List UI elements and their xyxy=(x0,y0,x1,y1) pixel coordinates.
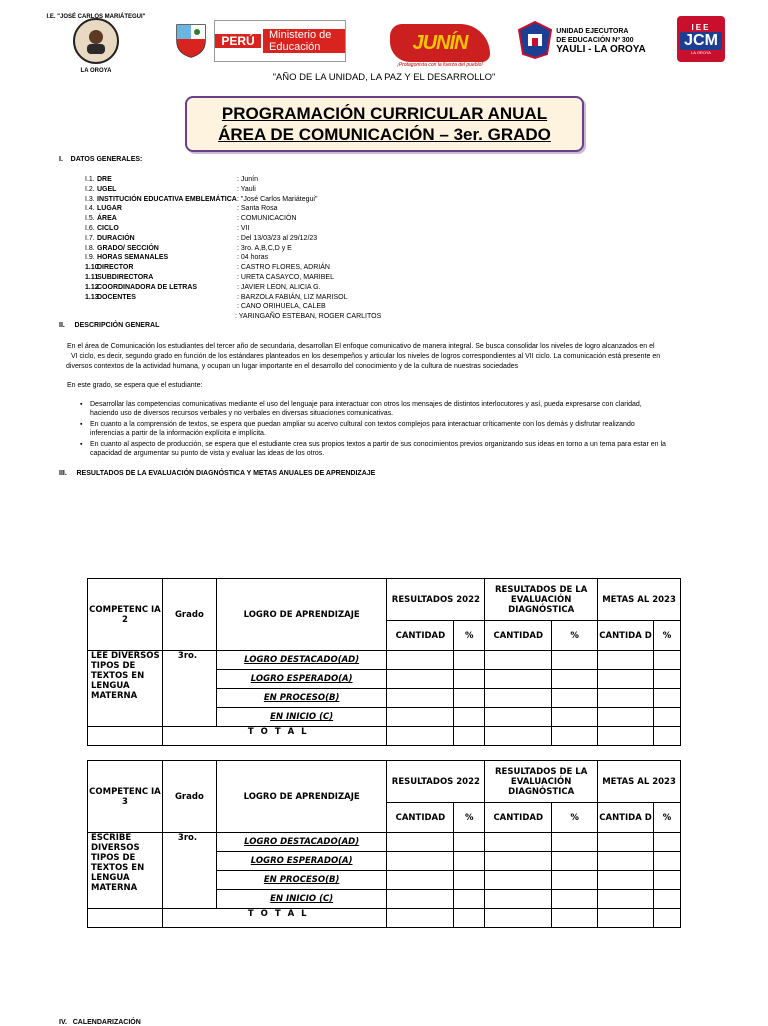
datos-item-value: : 3ro. A,B,C,D y E xyxy=(237,244,292,252)
percent-header: % xyxy=(654,621,681,651)
datos-item-number: I.5. xyxy=(85,215,95,223)
level-b: EN PROCESO(B) xyxy=(216,871,387,890)
competencia-3-table xyxy=(87,760,681,928)
datos-item-value: : VII xyxy=(237,225,250,232)
datos-docente-extra: : YARINGAÑO ESTEBAN, ROGER CARLITOS xyxy=(235,313,382,321)
percent-header: % xyxy=(552,803,598,833)
level-a: LOGRO ESPERADO(A) xyxy=(216,852,387,871)
cantidad-header: CANTIDAD xyxy=(485,803,552,833)
datos-item-value: : Junín xyxy=(237,176,259,183)
bullet-marker-icon: ▪ xyxy=(80,421,83,428)
minedu-logo xyxy=(214,20,346,62)
datos-item-value: : Yauli xyxy=(237,185,256,193)
bullet-1-line-1: Desarrollar las competencias comunicativas mediante el uso del lenguaje para interactuar con otros los mensajes de distintos interlocutores y así, pueda expresarse con claridad, xyxy=(90,401,642,408)
datos-item-number: I.8. xyxy=(85,244,95,252)
level-c: EN INICIO (C) xyxy=(216,890,387,909)
junin-logo xyxy=(388,20,492,66)
ugel-line-1: UNIDAD EJECUTORA xyxy=(556,27,629,35)
cantidad-metas-header: CANTIDA D xyxy=(598,803,654,833)
diagnostica-header: RESULTADOS DE LA EVALUACIÓN DIAGNÓSTICA xyxy=(485,761,598,803)
grado-header: Grado xyxy=(162,761,216,833)
datos-item-number: I.6. xyxy=(85,225,95,232)
percent-header: % xyxy=(654,803,681,833)
competencia-name: ESCRIBE DIVERSOS TIPOS DE TEXTOS EN LENGUA MATERNA xyxy=(88,833,163,909)
grade-value: 3ro. xyxy=(162,833,216,909)
bullet-3-line-1: En cuanto al aspecto de producción, se espera que el estudiante crea sus propios textos a partir de sus conocimientos previos organizando sus ideas en torno a un tema para estar en la xyxy=(90,441,666,448)
datos-item-label: DIRECTOR xyxy=(97,264,134,272)
logro-header: LOGRO DE APRENDIZAJE xyxy=(216,761,387,833)
bullet-marker-icon: ▪ xyxy=(80,441,83,448)
datos-item-label: DRE xyxy=(97,176,112,183)
jcm-logo-mid: JCM xyxy=(680,32,722,50)
jcm-logo-bottom: LA OROYA xyxy=(691,50,711,55)
grado-header: Grado xyxy=(162,579,216,651)
datos-item-label: DOCENTES xyxy=(97,293,136,301)
percent-header: % xyxy=(454,621,485,651)
datos-item-number: I.2. xyxy=(85,185,95,193)
peru-shield-icon xyxy=(172,20,210,60)
datos-item-value: : URETA CASAYCO, MARIBEL xyxy=(237,274,334,281)
datos-item-label: CICLO xyxy=(97,225,119,232)
minedu-peru-label: PERÚ xyxy=(215,34,261,48)
total-label: T O T A L xyxy=(162,909,387,928)
school-logo-town: LA OROYA xyxy=(80,68,112,74)
datos-item-value: : CASTRO FLORES, ADRIÁN xyxy=(237,264,330,272)
junin-tagline: ¡Protagonista con la fuerza del pueblo! xyxy=(397,62,483,68)
bullet-3 xyxy=(80,440,682,459)
datos-item-label: DURACIÓN xyxy=(97,234,135,242)
cantidad-header: CANTIDAD xyxy=(387,621,454,651)
datos-item-value: : COMUNICACIÓN xyxy=(237,215,297,223)
datos-item-number: 1.12 xyxy=(85,283,99,291)
datos-item-number: 1.11 xyxy=(85,274,99,281)
datos-item-number: 1.10 xyxy=(85,264,99,272)
datos-item-value: : Del 13/03/23 al 29/12/23 xyxy=(237,234,318,242)
datos-item-value: : Santa Rosa xyxy=(237,205,278,213)
cantidad-header: CANTIDAD xyxy=(387,803,454,833)
section-2-heading: II. DESCRIPCIÓN GENERAL xyxy=(59,322,160,329)
document-title-box xyxy=(185,96,584,152)
jcm-logo-top: IEE xyxy=(691,23,711,32)
diagnostica-header: RESULTADOS DE LA EVALUACIÓN DIAGNÓSTICA xyxy=(485,579,598,621)
bullet-2-line-1: En cuanto a la comprensión de textos, se espera que puedan ampliar su acervo cultural con textos complejos para interactuar críticamente con los demás y disfrutar realizando xyxy=(90,421,635,428)
datos-item-number: I.1. xyxy=(85,176,95,183)
section-4-heading-cut: IV. CALENDARIZACIÓN xyxy=(59,1019,141,1026)
cantidad-header: CANTIDAD xyxy=(485,621,552,651)
datos-item-value: : BARZOLA FABIÁN, LIZ MARISOL xyxy=(237,293,348,301)
school-logo xyxy=(46,14,146,74)
datos-item-value: : "José Carlos Mariátegui" xyxy=(237,195,318,203)
level-ad: LOGRO DESTACADO(AD) xyxy=(216,833,387,852)
ugel-line-2: DE EDUCACIÓN Nº 300 xyxy=(556,36,634,44)
bullet-2 xyxy=(80,420,682,439)
datos-docente-extra: : CANO ORIHUELA, CALEB xyxy=(237,303,326,311)
bullet-marker-icon: ▪ xyxy=(80,401,83,408)
datos-item-label: HORAS SEMANALES xyxy=(97,254,169,262)
datos-item-value: : JAVIER LEON, ALICIA G. xyxy=(237,283,321,291)
datos-item-label: GRADO/ SECCIÓN xyxy=(97,244,159,252)
jcm-logo xyxy=(677,16,725,62)
ugel-logo xyxy=(510,18,650,62)
document-title: PROGRAMACIÓN CURRICULAR ANUAL xyxy=(221,104,548,123)
competencia-header: COMPETENC IA 3 xyxy=(88,761,163,833)
bullet-1-line-2: haciendo uso de diversos recursos verbales y no verbales en diversas situaciones comunicativas. xyxy=(90,410,394,418)
grade-value: 3ro. xyxy=(162,651,216,727)
document-subtitle: ÁREA DE COMUNICACIÓN – 3er. GRADO xyxy=(218,125,551,144)
datos-item-number: I.9. xyxy=(85,254,95,262)
bullet-2-line-2: inferencias a partir de la información explícita e implícita. xyxy=(90,430,266,438)
datos-item-label: COORDINADORA DE LETRAS xyxy=(97,283,198,291)
school-portrait-icon xyxy=(73,18,119,64)
datos-item-number: I.4. xyxy=(85,205,95,213)
level-a: LOGRO ESPERADO(A) xyxy=(216,670,387,689)
datos-item-number: I.3. xyxy=(85,195,95,203)
metas-header: METAS AL 2023 xyxy=(598,579,681,621)
percent-header: % xyxy=(552,621,598,651)
level-c: EN INICIO (C) xyxy=(216,708,387,727)
competencia-header: COMPETENC IA 2 xyxy=(88,579,163,651)
datos-item-label: UGEL xyxy=(97,185,117,193)
competencia-name: LEE DIVERSOS TIPOS DE TEXTOS EN LENGUA MATERNA xyxy=(88,651,163,727)
minedu-label: Ministerio de Educación xyxy=(261,29,345,53)
description-line-1: En el área de Comunicación los estudiantes del tercer año de secundaria, desarrollan El enfoque comunicativo de manera integral. Se busca consolidar los niveles de logro alcanzados en el xyxy=(67,343,655,350)
description-line-3: diversos contextos de la actividad humana, y ocupan un lugar importante en el desarrollo del conocimiento y de la cultura de nuestras sociedades xyxy=(66,363,519,370)
percent-header: % xyxy=(454,803,485,833)
logro-header: LOGRO DE APRENDIZAJE xyxy=(216,579,387,651)
datos-item-value: : 04 horas xyxy=(237,254,269,262)
ugel-line-3: YAULI - LA OROYA xyxy=(556,43,646,55)
datos-item-number: 1.13 xyxy=(85,293,99,301)
total-label: T O T A L xyxy=(162,727,387,746)
level-ad: LOGRO DESTACADO(AD) xyxy=(216,651,387,670)
resultados-2022-header: RESULTADOS 2022 xyxy=(387,761,485,803)
section-3-heading: III. RESULTADOS DE LA EVALUACIÓN DIAGNÓSTICA Y METAS ANUALES DE APRENDIZAJE xyxy=(59,470,376,477)
datos-item-label: LUGAR xyxy=(97,205,122,213)
datos-item-label: SUBDIRECTORA xyxy=(97,274,154,281)
description-line-2: VI ciclo, es decir, segundo grado en función de los estándares planteados en los desempeños y articular los niveles de logros correspondientes al VII ciclo. La comunicación está presente en xyxy=(71,353,661,360)
ugel-emblem-icon xyxy=(514,19,556,61)
metas-header: METAS AL 2023 xyxy=(598,761,681,803)
datos-item-label: INSTITUCIÓN EDUCATIVA EMBLEMÁTICA xyxy=(97,195,237,203)
competencia-2-table xyxy=(87,578,681,746)
year-motto: "AÑO DE LA UNIDAD, LA PAZ Y EL DESARROLLO" xyxy=(272,72,496,83)
level-b: EN PROCESO(B) xyxy=(216,689,387,708)
datos-item-number: I.7. xyxy=(85,234,95,242)
datos-item-label: ÁREA xyxy=(97,215,117,223)
resultados-2022-header: RESULTADOS 2022 xyxy=(387,579,485,621)
description-expectation: En este grado, se espera que el estudiante: xyxy=(67,382,203,389)
junin-map-shape: JUNÍN xyxy=(390,24,490,62)
bullet-1 xyxy=(80,400,682,419)
cantidad-metas-header: CANTIDA D xyxy=(598,621,654,651)
section-1-heading: I. DATOS GENERALES: xyxy=(59,156,143,163)
bullet-3-line-2: capacidad de argumentar su punto de vista y evaluar las ideas de los otros. xyxy=(90,450,325,458)
school-logo-arc-text: I.E. "JOSÉ CARLOS MARIÁTEGUI" xyxy=(46,14,146,20)
